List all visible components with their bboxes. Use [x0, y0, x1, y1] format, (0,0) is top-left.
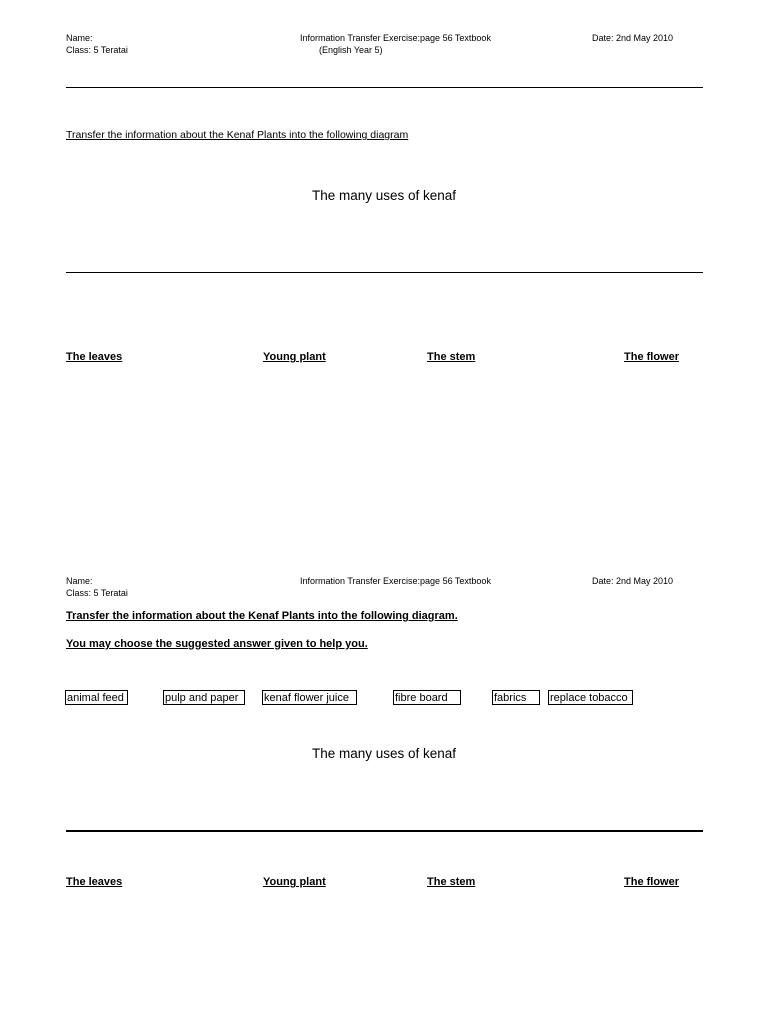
category-young-plant: Young plant [263, 351, 326, 363]
class-label: Class: 5 Teratai [66, 45, 128, 55]
diagram-line [66, 830, 703, 832]
suggested-answer-fibre-board: fibre board [393, 690, 461, 705]
category-stem: The stem [427, 351, 476, 363]
diagram-title: The many uses of kenaf [311, 188, 457, 203]
diagram-title: The many uses of kenaf [311, 746, 457, 761]
header-divider [66, 87, 703, 88]
category-flower: The flower [624, 351, 680, 363]
suggested-answer-animal-feed: animal feed [65, 690, 128, 705]
suggested-answer-kenaf-flower-juice: kenaf flower juice [262, 690, 357, 705]
category-stem: The stem [427, 876, 476, 888]
category-flower: The flower [624, 876, 680, 888]
category-young-plant: Young plant [263, 876, 326, 888]
suggested-answer-pulp-and-paper: pulp and paper [163, 690, 245, 705]
suggested-answer-replace-tobacco: replace tobacco [548, 690, 633, 705]
instruction: Transfer the information about the Kenaf Plants into the following diagram [66, 129, 409, 141]
date-label: Date: 2nd May 2010 [592, 33, 674, 43]
class-label: Class: 5 Teratai [66, 588, 128, 598]
instruction: Transfer the information about the Kenaf Plants into the following diagram. [66, 610, 458, 622]
name-label: Name: [66, 576, 93, 586]
exercise-title: Information Transfer Exercise:page 56 Textbook [300, 576, 491, 586]
name-label: Name: [66, 33, 93, 43]
date-label: Date: 2nd May 2010 [592, 576, 674, 586]
category-leaves: The leaves [66, 876, 123, 888]
exercise-subtitle: (English Year 5) [319, 45, 383, 55]
exercise-title: Information Transfer Exercise:page 56 Textbook [300, 33, 491, 43]
diagram-line [66, 272, 703, 273]
category-leaves: The leaves [66, 351, 123, 363]
suggested-answer-fabrics: fabrics [492, 690, 540, 705]
instruction-suggested: You may choose the suggested answer given to help you. [66, 638, 368, 650]
